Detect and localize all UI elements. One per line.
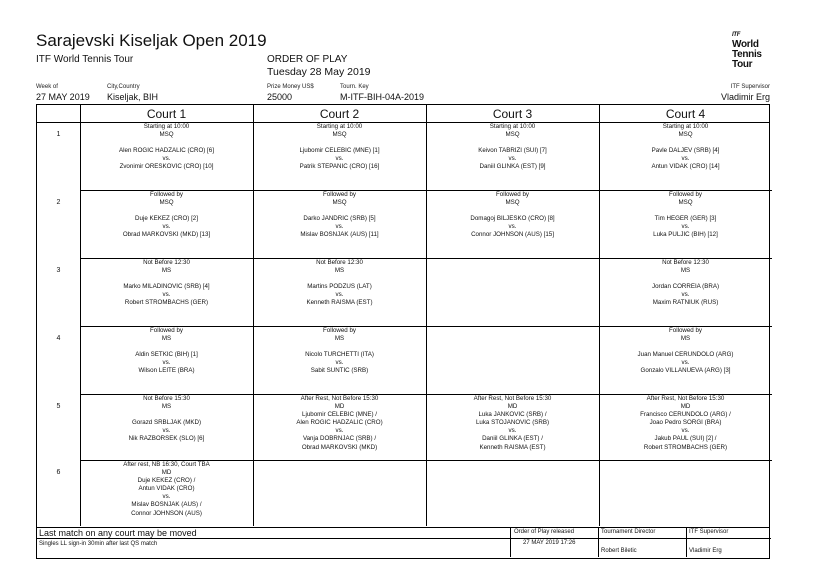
footer-col-divider xyxy=(510,528,511,557)
match-player: Gorazd SRBLJAK (MKD) xyxy=(131,419,202,427)
match-event: MD xyxy=(507,403,518,411)
match-cell xyxy=(254,327,425,375)
match-vs: vs. xyxy=(162,427,171,435)
released-label: Order of Play released xyxy=(514,529,575,535)
match-cell xyxy=(600,259,771,307)
footer-divider xyxy=(37,538,510,539)
match-cell xyxy=(427,191,598,239)
match-time: Followed by xyxy=(495,191,530,198)
match-player: Ljubomir CELEBIC (MNE) [1] xyxy=(299,147,380,155)
match-player: Vanja DOBRNJAC (SRB) / xyxy=(302,435,377,443)
match-time: After Rest, Not Before 15:30 xyxy=(473,395,552,402)
court-header-1: Court 1 xyxy=(146,107,187,121)
match-player: Antun VIDAK (CRO) xyxy=(138,485,195,493)
match-cell xyxy=(600,123,771,171)
match-time: Starting at 10:00 xyxy=(489,123,536,130)
order-of-play-title: ORDER OF PLAY xyxy=(267,54,348,65)
match-player: Wilson LEITE (BRA) xyxy=(138,367,195,375)
match-vs: vs. xyxy=(681,291,690,299)
match-vs: vs. xyxy=(162,291,171,299)
match-spacer xyxy=(81,411,252,419)
court-header-2: Court 2 xyxy=(319,107,360,121)
match-player: Francisco CERUNDOLO (ARG) / xyxy=(640,411,731,419)
match-vs: vs. xyxy=(681,223,690,231)
match-cell xyxy=(427,395,598,452)
match-event: MS xyxy=(161,403,172,411)
match-spacer xyxy=(600,343,771,351)
city-label: City,Country xyxy=(107,84,140,90)
match-event: MSQ xyxy=(332,199,347,207)
match-player: Kenneth RAISMA (EST) xyxy=(306,299,373,307)
match-player: Nik RAZBORSEK (SLO) [6] xyxy=(128,435,205,443)
match-spacer xyxy=(600,275,771,283)
match-cell xyxy=(81,123,252,171)
match-event: MSQ xyxy=(678,199,693,207)
director-label: Tournament Director xyxy=(601,529,656,535)
match-player: Luka JANKOVIC (SRB) / xyxy=(478,411,547,419)
match-vs: vs. xyxy=(508,223,517,231)
logo-itf: ITF xyxy=(732,32,741,38)
match-cell xyxy=(81,461,252,518)
match-vs: vs. xyxy=(681,359,690,367)
match-time: After rest, NB 16:30, Court TBA xyxy=(123,461,210,468)
match-spacer xyxy=(254,139,425,147)
match-cell xyxy=(81,327,252,375)
court-header-4: Court 4 xyxy=(665,107,706,121)
match-player: Daniil GLINKA (EST) [9] xyxy=(479,163,546,171)
match-time: Not Before 12:30 xyxy=(143,259,190,266)
match-vs: vs. xyxy=(162,359,171,367)
match-spacer xyxy=(254,343,425,351)
match-time: Starting at 10:00 xyxy=(316,123,363,130)
tour-subtitle: ITF World Tennis Tour xyxy=(36,54,134,65)
footer-supervisor-value: Vladimir Erg xyxy=(689,548,722,554)
match-player: Obrad MARKOVSKI (MKD) [13] xyxy=(122,231,211,239)
footer-note-main: Last match on any court may be moved xyxy=(39,528,197,538)
order-of-play-date: Tuesday 28 May 2019 xyxy=(267,66,371,78)
logo-line-3: Tour xyxy=(732,59,753,70)
match-spacer xyxy=(600,139,771,147)
match-player: Duje KEKEZ (CRO) [2] xyxy=(135,215,198,223)
logo-line-2: Tennis xyxy=(732,49,762,60)
match-spacer xyxy=(81,275,252,283)
match-vs: vs. xyxy=(681,155,690,163)
match-player: Juan Manuel CERUNDOLO (ARG) xyxy=(637,351,734,359)
match-vs: vs. xyxy=(508,427,517,435)
match-vs: vs. xyxy=(508,155,517,163)
match-player: Luka PULJIC (BIH) [12] xyxy=(653,231,718,239)
match-vs: vs. xyxy=(335,223,344,231)
match-player: Antun VIDAK (CRO) [14] xyxy=(651,163,720,171)
match-cell xyxy=(254,395,425,452)
match-player: Alen ROGIC HADZALIC (CRO) [6] xyxy=(119,147,214,155)
tourn-key-value: M-ITF-BIH-04A-2019 xyxy=(340,92,425,102)
match-vs: vs. xyxy=(335,427,344,435)
match-player: Alen ROGIC HADZALIC (CRO) xyxy=(296,419,383,427)
match-player: Jakub PAUL (SUI) [2] / xyxy=(654,435,717,443)
court-header-3: Court 3 xyxy=(492,107,533,121)
match-vs: vs. xyxy=(162,493,171,501)
match-player: Obrad MARKOVSKI (MKD) xyxy=(301,443,378,451)
match-player: Ljubomir CELEBIC (MNE) / xyxy=(302,411,377,419)
prize-money-label: Prize Money US$ xyxy=(267,84,314,90)
match-vs: vs. xyxy=(335,291,344,299)
footer-box xyxy=(36,528,770,559)
supervisor-value: Vladimir Erg xyxy=(720,92,770,102)
prize-money-value: 25000 xyxy=(267,92,293,102)
match-event: MD xyxy=(161,469,172,477)
match-event: MSQ xyxy=(332,131,347,139)
match-time: Not Before 12:30 xyxy=(662,259,709,266)
logo-line-1: World xyxy=(732,39,759,50)
match-player: Keivon TABRIZI (SUI) [7] xyxy=(478,147,547,155)
match-event: MD xyxy=(680,403,691,411)
match-event: MSQ xyxy=(159,131,174,139)
match-event: MSQ xyxy=(678,131,693,139)
match-spacer xyxy=(254,207,425,215)
match-time: Not Before 12:30 xyxy=(316,259,363,266)
match-player: Robert STROMBACHS (GER) xyxy=(124,299,209,307)
week-label: Week of xyxy=(36,84,58,90)
footer-col-divider xyxy=(598,528,599,557)
match-event: MS xyxy=(680,335,691,343)
footer-col-divider xyxy=(686,528,687,557)
match-spacer xyxy=(81,139,252,147)
match-player: Nicolo TURCHETTI (ITA) xyxy=(305,351,374,359)
match-player: Duje KEKEZ (CRO) / xyxy=(137,477,196,485)
match-event: MSQ xyxy=(505,199,520,207)
match-player: Jordan CORREIA (BRA) xyxy=(651,283,720,291)
match-spacer xyxy=(427,139,598,147)
match-time: Followed by xyxy=(149,191,184,198)
match-event: MSQ xyxy=(159,199,174,207)
match-spacer xyxy=(427,207,598,215)
round-number: 2 xyxy=(56,199,61,206)
supervisor-label: ITF Supervisor xyxy=(730,84,770,90)
match-event: MS xyxy=(161,335,172,343)
match-event: MS xyxy=(334,335,345,343)
match-spacer xyxy=(81,343,252,351)
tournament-title: Sarajevski Kiseljak Open 2019 xyxy=(36,31,267,50)
match-time: Starting at 10:00 xyxy=(143,123,190,130)
footer-supervisor-label: ITF Supervisor xyxy=(689,529,729,535)
released-value: 27 MAY 2019 17:26 xyxy=(523,540,576,546)
match-cell xyxy=(600,395,771,452)
round-number: 6 xyxy=(56,469,61,476)
match-player: Daniil GLINKA (EST) / xyxy=(482,435,543,443)
match-event: MSQ xyxy=(505,131,520,139)
footer-note-sub: Singles LL sign-in 30min after last QS match xyxy=(39,541,158,547)
match-player: Maxim RATNIUK (RUS) xyxy=(652,299,719,307)
match-player: Connor JOHNSON (AUS) xyxy=(131,509,202,517)
world-tennis-tour-logo xyxy=(732,30,776,70)
match-time: Starting at 10:00 xyxy=(662,123,709,130)
match-player: Sabit SUNTIC (SRB) xyxy=(310,367,369,375)
match-player: Aldin SETKIC (BIH) [1] xyxy=(135,351,198,359)
match-time: Not Before 15:30 xyxy=(143,395,190,402)
match-player: Mislav BOSNJAK (AUS) / xyxy=(131,501,202,509)
round-number: 3 xyxy=(56,267,61,274)
round-number: 4 xyxy=(56,335,61,342)
match-spacer xyxy=(600,207,771,215)
match-time: Followed by xyxy=(149,327,184,334)
match-player: Gonzalo VILLANUEVA (ARG) [3] xyxy=(640,367,731,375)
order-of-play-grid xyxy=(36,104,770,528)
match-event: MS xyxy=(680,267,691,275)
match-player: Joao Pedro SORGI (BRA) xyxy=(649,419,722,427)
match-vs: vs. xyxy=(162,155,171,163)
city-value: Kiseljak, BIH xyxy=(107,92,159,102)
director-divider xyxy=(598,538,686,539)
match-event: MS xyxy=(161,267,172,275)
released-divider xyxy=(510,538,598,539)
match-time: Followed by xyxy=(322,327,357,334)
match-vs: vs. xyxy=(681,427,690,435)
match-player: Marko MILADINOVIC (SRB) [4] xyxy=(123,283,210,291)
match-player: Martins PODZUS (LAT) xyxy=(307,283,372,291)
match-cell xyxy=(254,123,425,171)
match-player: Tim HEGER (GER) [3] xyxy=(654,215,717,223)
match-cell xyxy=(81,395,252,443)
match-vs: vs. xyxy=(335,359,344,367)
match-cell xyxy=(600,191,771,239)
match-cell xyxy=(254,259,425,307)
match-cell xyxy=(600,327,771,375)
match-time: Followed by xyxy=(668,327,703,334)
match-spacer xyxy=(81,207,252,215)
match-time: Followed by xyxy=(668,191,703,198)
match-event: MS xyxy=(334,267,345,275)
footer-supervisor-divider xyxy=(686,538,771,539)
round-number: 1 xyxy=(56,131,61,138)
match-player: Pavle DALJEV (SRB) [4] xyxy=(651,147,720,155)
match-cell xyxy=(81,191,252,239)
match-player: Connor JOHNSON (AUS) [15] xyxy=(471,231,554,239)
match-player: Darko JANDRIC (SRB) [5] xyxy=(303,215,376,223)
match-player: Kenneth RAISMA (EST) xyxy=(479,443,546,451)
match-vs: vs. xyxy=(335,155,344,163)
match-player: Zvonimir ORESKOVIC (CRO) [10] xyxy=(119,163,214,171)
match-time: After Rest, Not Before 15:30 xyxy=(300,395,379,402)
match-cell xyxy=(81,259,252,307)
match-vs: vs. xyxy=(162,223,171,231)
match-player: Luka STOJANOVIC (SRB) xyxy=(475,419,550,427)
match-spacer xyxy=(254,275,425,283)
director-value: Robert Biletic xyxy=(601,548,637,554)
match-player: Domagoj BILJESKO (CRO) [8] xyxy=(470,215,555,223)
match-time: After Rest, Not Before 15:30 xyxy=(646,395,725,402)
match-cell xyxy=(427,123,598,171)
match-cell xyxy=(254,191,425,239)
match-event: MD xyxy=(334,403,345,411)
week-value: 27 MAY 2019 xyxy=(36,92,90,102)
match-player: Patrik STEPANIC (CRO) [16] xyxy=(299,163,380,171)
match-player: Robert STROMBACHS (GER) xyxy=(643,443,728,451)
tourn-key-label: Tourn. Key xyxy=(340,84,369,90)
round-number: 5 xyxy=(56,403,61,410)
match-player: Mislav BOSNJAK (AUS) [11] xyxy=(300,231,379,239)
match-time: Followed by xyxy=(322,191,357,198)
